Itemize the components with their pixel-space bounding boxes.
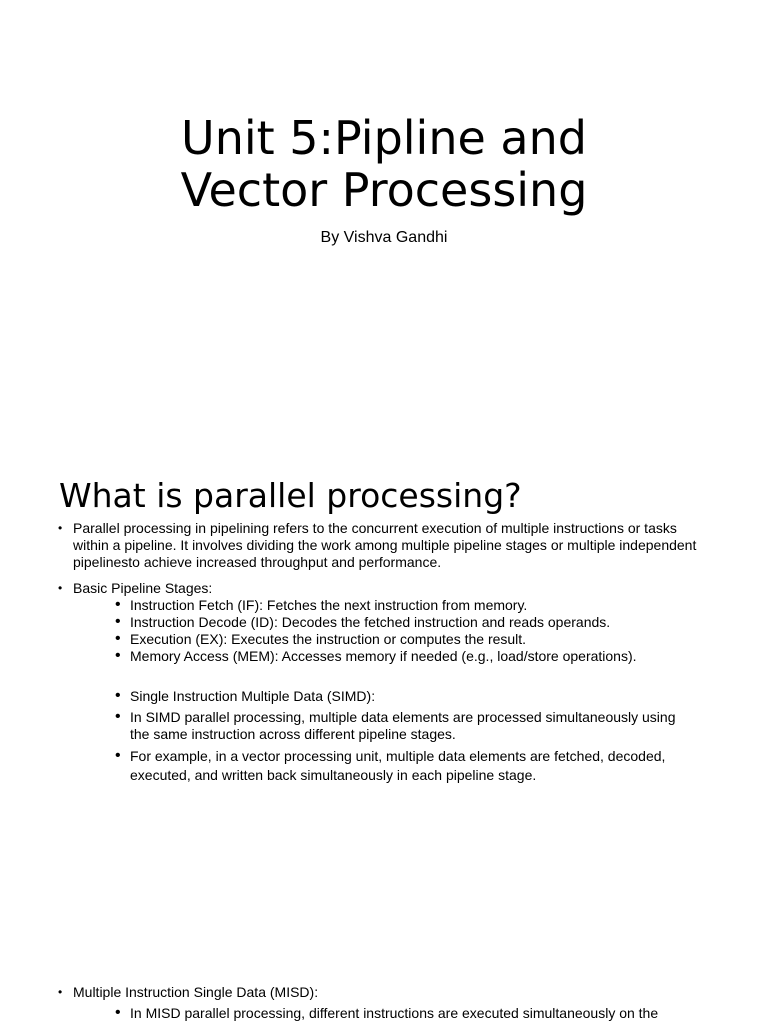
slide-heading: What is parallel processing?: [59, 476, 522, 515]
misd-bullet-block: [0, 984, 768, 1022]
stage-item: • Execution (EX): Executes the instruction or computes the result.: [0, 631, 768, 648]
stages-bullet-block: [0, 580, 768, 665]
stage-item: • Instruction Fetch (IF): Fetches the next instruction from memory.: [0, 597, 768, 614]
intro-bullet: • Parallel processing in pipelining refers to the concurrent execution of multiple instructions or tasks within a pipeline. It involves dividing the work among multiple pipeline stages or multiple independent pipelinesto achieve increased throughput and performance.: [0, 520, 768, 571]
simd-item: • For example, in a vector processing unit, multiple data elements are fetched, decoded, executed, and written back simultaneously in each pipeline stage.: [0, 747, 768, 785]
simd-bullet-block: [0, 688, 768, 785]
author-subtitle: By Vishva Gandhi: [320, 229, 448, 246]
title-line-2: Vector Processing: [180, 163, 588, 217]
simd-item: • In SIMD parallel processing, multiple data elements are processed simultaneously using the same instruction across different pipeline stages.: [0, 709, 768, 743]
title-line-1: Unit 5:Pipline and: [181, 111, 587, 165]
stage-item: • Instruction Decode (ID): Decodes the fetched instruction and reads operands.: [0, 614, 768, 631]
content-slide: [0, 460, 768, 1024]
intro-bullet-block: [0, 520, 768, 571]
misd-label-bullet: • Multiple Instruction Single Data (MISD):: [0, 984, 768, 1001]
misd-item: • In MISD parallel processing, different instructions are executed simultaneously on the: [0, 1005, 768, 1022]
presentation-title: [0, 112, 768, 216]
stage-item: • Memory Access (MEM): Accesses memory if needed (e.g., load/store operations).: [0, 648, 768, 665]
simd-item: • Single Instruction Multiple Data (SIMD):: [0, 688, 768, 705]
title-slide: [0, 0, 768, 460]
stages-label-bullet: • Basic Pipeline Stages:: [0, 580, 768, 597]
